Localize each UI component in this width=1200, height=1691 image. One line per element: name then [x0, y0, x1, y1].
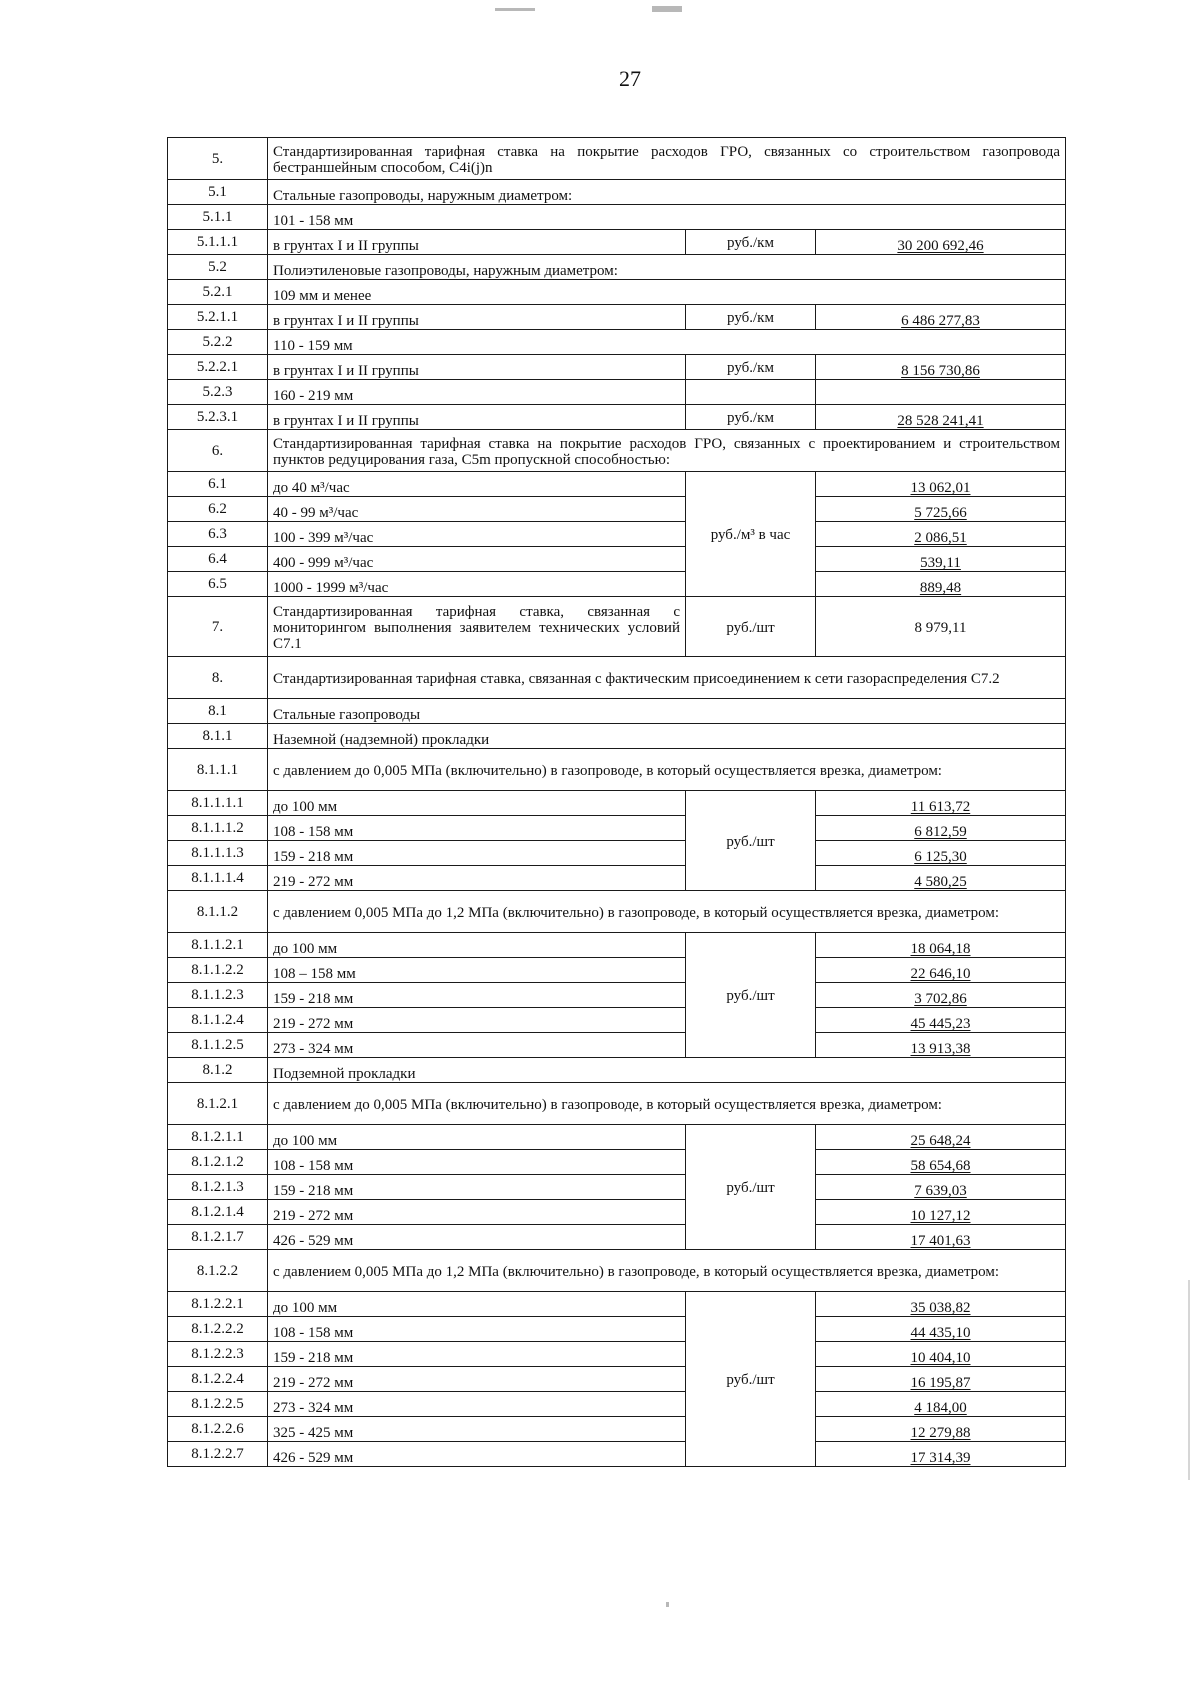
value-cell: 16 195,87 [816, 1367, 1066, 1392]
item-description: 108 - 158 мм [268, 1317, 686, 1342]
unit-cell: руб./шт [686, 597, 816, 657]
value-cell: 6 486 277,83 [816, 305, 1066, 330]
row-number: 8.1.1.2.5 [168, 1033, 268, 1058]
table-row [168, 1250, 1066, 1292]
table-row [168, 472, 1066, 497]
row-number: 5.1 [168, 180, 268, 205]
table-row [168, 958, 1066, 983]
value-cell: 889,48 [816, 572, 1066, 597]
item-description: 159 - 218 мм [268, 1342, 686, 1367]
item-description: до 40 м³/час [268, 472, 686, 497]
row-number: 5.2.1 [168, 280, 268, 305]
item-description: 160 - 219 мм [268, 380, 686, 405]
table-row [168, 430, 1066, 472]
value-cell: 18 064,18 [816, 933, 1066, 958]
heading-description: Полиэтиленовые газопроводы, наружным диаметром: [268, 255, 1066, 280]
row-number: 5.2.3 [168, 380, 268, 405]
item-description: до 100 мм [268, 1125, 686, 1150]
table-row [168, 497, 1066, 522]
row-number: 6.3 [168, 522, 268, 547]
row-number: 8.1.1.1.1 [168, 791, 268, 816]
item-description: до 100 мм [268, 933, 686, 958]
section-description: Стандартизированная тарифная ставка, связанная с фактическим присоединением к сети газораспределения C7.2 [268, 657, 1066, 699]
table-row [168, 816, 1066, 841]
row-number: 8. [168, 657, 268, 699]
table-row [168, 305, 1066, 330]
item-description: в грунтах I и II группы [268, 230, 686, 255]
unit-cell: руб./шт [686, 791, 816, 891]
heading-description: 101 - 158 мм [268, 205, 1066, 230]
item-description: 159 - 218 мм [268, 1175, 686, 1200]
value-cell: 8 979,11 [816, 597, 1066, 657]
row-number: 8.1.2.2.1 [168, 1292, 268, 1317]
row-number: 8.1.1.2 [168, 891, 268, 933]
row-number: 6.4 [168, 547, 268, 572]
value-cell: 17 401,63 [816, 1225, 1066, 1250]
row-number: 5.2.2.1 [168, 355, 268, 380]
heading-description: Стальные газопроводы [268, 699, 1066, 724]
row-number: 5.2.2 [168, 330, 268, 355]
row-number: 8.1.2.2.2 [168, 1317, 268, 1342]
table-row [168, 933, 1066, 958]
row-number: 8.1.2.2.5 [168, 1392, 268, 1417]
item-description: 273 - 324 мм [268, 1033, 686, 1058]
table-row [168, 1442, 1066, 1467]
row-number: 8.1 [168, 699, 268, 724]
unit-cell: руб./шт [686, 933, 816, 1058]
item-description: 219 - 272 мм [268, 1008, 686, 1033]
table-row [168, 572, 1066, 597]
value-cell: 539,11 [816, 547, 1066, 572]
unit-cell: руб./шт [686, 1125, 816, 1250]
row-number: 8.1.1.1 [168, 749, 268, 791]
table-row [168, 1008, 1066, 1033]
table-row [168, 749, 1066, 791]
value-cell: 22 646,10 [816, 958, 1066, 983]
section-description: Стандартизированная тарифная ставка на покрытие расходов ГРО, связанных со строительством газопровода бестраншейным способом, C4i(j)n [268, 138, 1066, 180]
table-row [168, 180, 1066, 205]
table-row [168, 1367, 1066, 1392]
table-row [168, 205, 1066, 230]
section-description: с давлением 0,005 МПа до 1,2 МПа (включительно) в газопроводе, в который осуществляется врезка, диаметром: [268, 1250, 1066, 1292]
row-number: 8.1.2.1 [168, 1083, 268, 1125]
row-number: 8.1.2.2.6 [168, 1417, 268, 1442]
row-number: 8.1.2.2.3 [168, 1342, 268, 1367]
unit-cell: руб./км [686, 305, 816, 330]
table-row [168, 1125, 1066, 1150]
table-row [168, 255, 1066, 280]
item-description: 100 - 399 м³/час [268, 522, 686, 547]
section-description: с давлением 0,005 МПа до 1,2 МПа (включительно) в газопроводе, в который осуществляется врезка, диаметром: [268, 891, 1066, 933]
row-number: 5.1.1.1 [168, 230, 268, 255]
row-number: 8.1.1.2.3 [168, 983, 268, 1008]
item-description: 159 - 218 мм [268, 983, 686, 1008]
row-number: 8.1.2.1.7 [168, 1225, 268, 1250]
item-description: 219 - 272 мм [268, 1367, 686, 1392]
value-cell: 25 648,24 [816, 1125, 1066, 1150]
item-description: 108 - 158 мм [268, 1150, 686, 1175]
table-row [168, 1392, 1066, 1417]
item-description: в грунтах I и II группы [268, 355, 686, 380]
row-number: 6. [168, 430, 268, 472]
table-row [168, 1033, 1066, 1058]
row-number: 8.1.1.2.2 [168, 958, 268, 983]
value-cell: 30 200 692,46 [816, 230, 1066, 255]
row-number: 5.2 [168, 255, 268, 280]
table-row [168, 1200, 1066, 1225]
table-row [168, 330, 1066, 355]
unit-cell [686, 380, 816, 405]
table-row [168, 891, 1066, 933]
value-cell: 35 038,82 [816, 1292, 1066, 1317]
table-row [168, 522, 1066, 547]
table-row [168, 1342, 1066, 1367]
item-description: до 100 мм [268, 791, 686, 816]
row-number: 8.1.1.1.4 [168, 866, 268, 891]
unit-cell: руб./км [686, 405, 816, 430]
row-number: 8.1.2.2 [168, 1250, 268, 1292]
row-number: 8.1.1.2.1 [168, 933, 268, 958]
table-row [168, 724, 1066, 749]
value-cell: 8 156 730,86 [816, 355, 1066, 380]
table-row [168, 405, 1066, 430]
heading-description: Стальные газопроводы, наружным диаметром: [268, 180, 1066, 205]
value-cell: 11 613,72 [816, 791, 1066, 816]
table-row [168, 866, 1066, 891]
value-cell: 17 314,39 [816, 1442, 1066, 1467]
row-number: 5.1.1 [168, 205, 268, 230]
tariff-table [167, 137, 1066, 1467]
item-description: 1000 - 1999 м³/час [268, 572, 686, 597]
row-number: 8.1.1.1.3 [168, 841, 268, 866]
row-number: 8.1.2.1.3 [168, 1175, 268, 1200]
row-number: 8.1.2.2.7 [168, 1442, 268, 1467]
scan-mark [666, 1602, 669, 1607]
table-row [168, 983, 1066, 1008]
row-number: 7. [168, 597, 268, 657]
value-cell: 3 702,86 [816, 983, 1066, 1008]
row-number: 5.2.3.1 [168, 405, 268, 430]
row-number: 6.5 [168, 572, 268, 597]
item-description: 400 - 999 м³/час [268, 547, 686, 572]
item-description: до 100 мм [268, 1292, 686, 1317]
row-number: 8.1.2.1.2 [168, 1150, 268, 1175]
table-row [168, 841, 1066, 866]
value-cell: 58 654,68 [816, 1150, 1066, 1175]
table-row [168, 657, 1066, 699]
item-description: 426 - 529 мм [268, 1225, 686, 1250]
row-number: 8.1.2.1.4 [168, 1200, 268, 1225]
unit-cell: руб./км [686, 355, 816, 380]
value-cell: 45 445,23 [816, 1008, 1066, 1033]
row-number: 8.1.1.2.4 [168, 1008, 268, 1033]
item-description: 426 - 529 мм [268, 1442, 686, 1467]
value-cell: 6 812,59 [816, 816, 1066, 841]
page-number: 27 [619, 66, 641, 91]
row-number: 6.1 [168, 472, 268, 497]
row-number: 8.1.1 [168, 724, 268, 749]
table-row [168, 1225, 1066, 1250]
row-number: 8.1.2.2.4 [168, 1367, 268, 1392]
row-number: 8.1.2 [168, 1058, 268, 1083]
table-row [168, 547, 1066, 572]
table-row [168, 355, 1066, 380]
table-row [168, 280, 1066, 305]
item-description: 273 - 324 мм [268, 1392, 686, 1417]
section-description: с давлением до 0,005 МПа (включительно) в газопроводе, в который осуществляется врезка, диаметром: [268, 749, 1066, 791]
value-cell: 5 725,66 [816, 497, 1066, 522]
table-row [168, 791, 1066, 816]
table-row [168, 699, 1066, 724]
table-row [168, 1058, 1066, 1083]
table-row [168, 1150, 1066, 1175]
scan-mark [652, 6, 682, 12]
table-row [168, 1317, 1066, 1342]
scan-mark [1188, 1280, 1190, 1480]
table-row [168, 1417, 1066, 1442]
row-number: 5. [168, 138, 268, 180]
item-description: 40 - 99 м³/час [268, 497, 686, 522]
row-number: 8.1.1.1.2 [168, 816, 268, 841]
value-cell: 4 580,25 [816, 866, 1066, 891]
table-row [168, 1292, 1066, 1317]
row-number: 6.2 [168, 497, 268, 522]
section-description: Стандартизированная тарифная ставка на покрытие расходов ГРО, связанных с проектированием и строительством пунктов редуцирования газа, C5m пропускной способностью: [268, 430, 1066, 472]
table-row [168, 1175, 1066, 1200]
row-number: 8.1.2.1.1 [168, 1125, 268, 1150]
section-description: с давлением до 0,005 МПа (включительно) в газопроводе, в который осуществляется врезка, диаметром: [268, 1083, 1066, 1125]
unit-cell: руб./шт [686, 1292, 816, 1467]
table-row [168, 597, 1066, 657]
item-description: 108 – 158 мм [268, 958, 686, 983]
value-cell [816, 380, 1066, 405]
item-description: в грунтах I и II группы [268, 405, 686, 430]
table-row [168, 1083, 1066, 1125]
scan-mark [495, 8, 535, 11]
tariff-table-body [168, 138, 1066, 1467]
value-cell: 44 435,10 [816, 1317, 1066, 1342]
unit-cell: руб./км [686, 230, 816, 255]
unit-cell: руб./м³ в час [686, 472, 816, 597]
heading-description: 109 мм и менее [268, 280, 1066, 305]
value-cell: 4 184,00 [816, 1392, 1066, 1417]
value-cell: 12 279,88 [816, 1417, 1066, 1442]
value-cell: 6 125,30 [816, 841, 1066, 866]
value-cell: 13 913,38 [816, 1033, 1066, 1058]
value-cell: 13 062,01 [816, 472, 1066, 497]
row-number: 5.2.1.1 [168, 305, 268, 330]
item-description: 219 - 272 мм [268, 1200, 686, 1225]
item-description: 219 - 272 мм [268, 866, 686, 891]
table-row [168, 230, 1066, 255]
item-description: 108 - 158 мм [268, 816, 686, 841]
value-cell: 7 639,03 [816, 1175, 1066, 1200]
item-description: 159 - 218 мм [268, 841, 686, 866]
value-cell: 2 086,51 [816, 522, 1066, 547]
table-row [168, 380, 1066, 405]
heading-description: Подземной прокладки [268, 1058, 1066, 1083]
heading-description: 110 - 159 мм [268, 330, 1066, 355]
value-cell: 10 404,10 [816, 1342, 1066, 1367]
item-description: в грунтах I и II группы [268, 305, 686, 330]
heading-description: Наземной (надземной) прокладки [268, 724, 1066, 749]
item-description: Стандартизированная тарифная ставка, связанная с мониторингом выполнения заявителем технических условий C7.1 [268, 597, 686, 657]
item-description: 325 - 425 мм [268, 1417, 686, 1442]
value-cell: 28 528 241,41 [816, 405, 1066, 430]
value-cell: 10 127,12 [816, 1200, 1066, 1225]
table-row [168, 138, 1066, 180]
